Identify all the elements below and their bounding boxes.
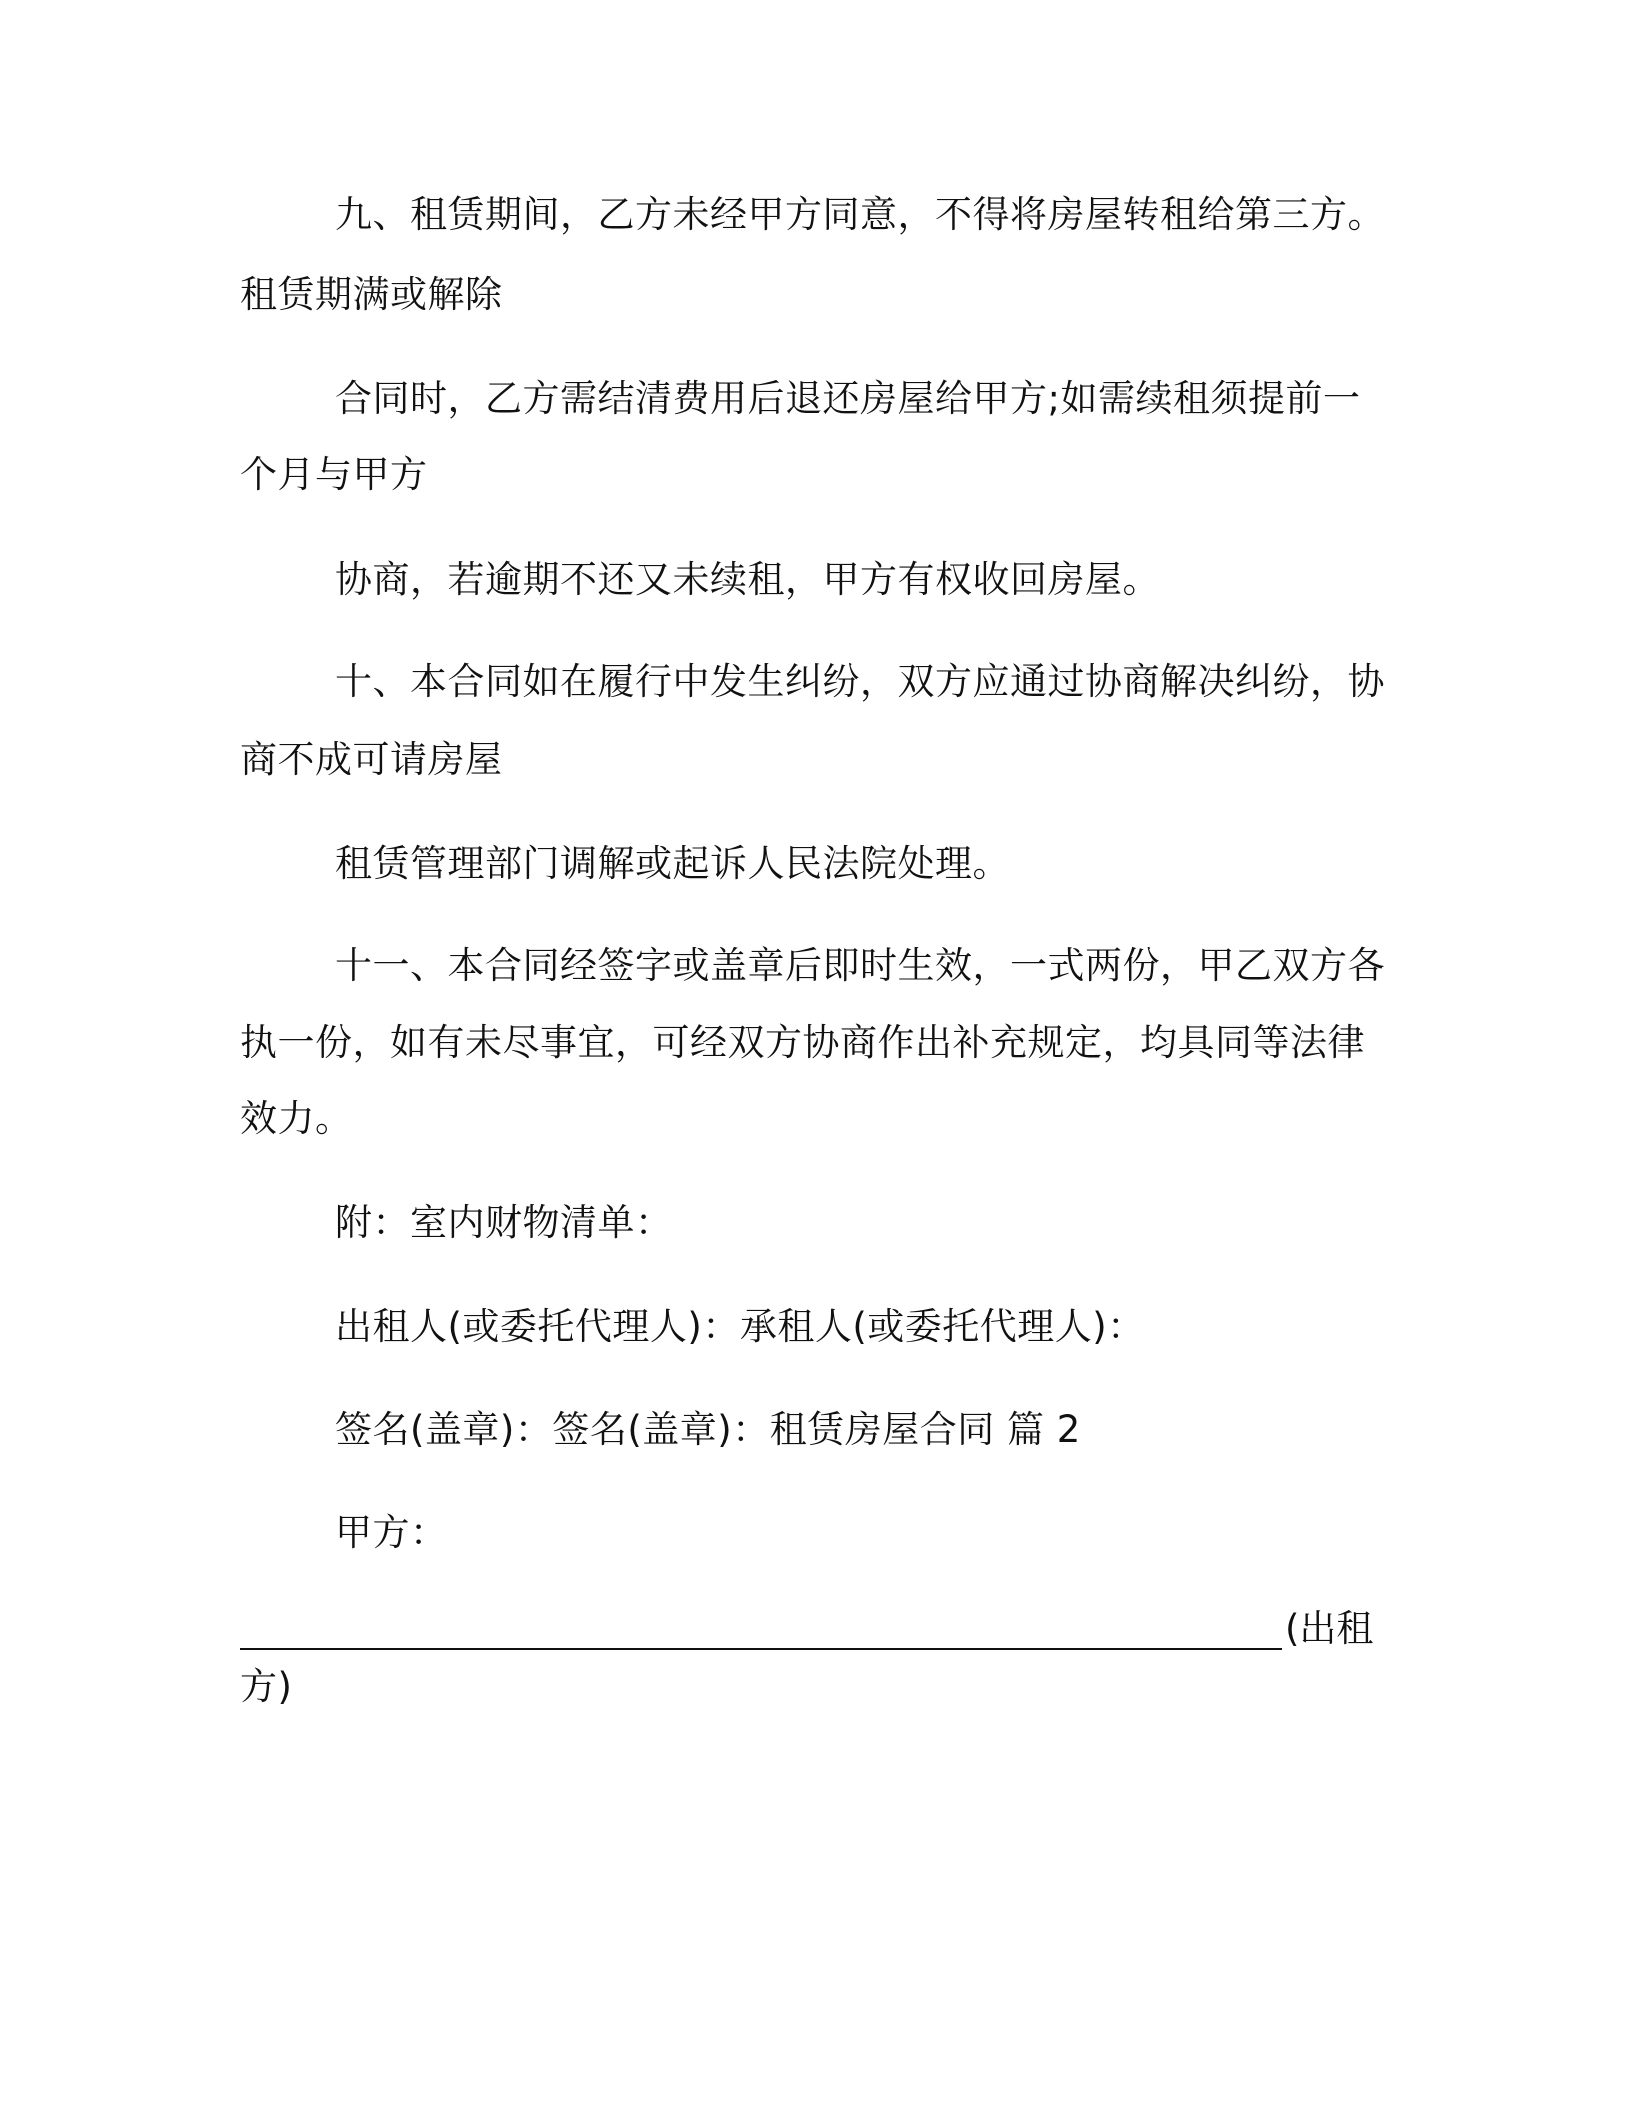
attachment-line: 附：室内财物清单： [335,1201,673,1244]
clause-9-line-5: 协商，若逾期不还又未续租，甲方有权收回房屋。 [335,558,1160,601]
clause-9-line-1: 九、租赁期间，乙方未经甲方同意，不得将房屋转租给第三方。 [335,193,1385,236]
clause-10-line-1: 十、本合同如在履行中发生纠纷，双方应通过协商解决纠纷，协 [335,660,1385,703]
clause-9-line-3: 合同时，乙方需结清费用后退还房屋给甲方;如需续租须提前一 [335,377,1361,420]
party-a-blank-line [240,1648,1282,1650]
party-a-label: 甲方： [335,1511,448,1554]
clause-11-line-2: 执一份，如有未尽事宜，可经双方协商作出补充规定，均具同等法律 [240,1021,1365,1064]
party-a-suffix: (出租 [1285,1607,1374,1650]
clause-9-line-4: 个月与甲方 [240,453,428,496]
clause-10-line-2: 商不成可请房屋 [240,738,503,781]
parties-line: 出租人(或委托代理人)：承租人(或委托代理人)： [335,1305,1145,1348]
clause-10-line-3: 租赁管理部门调解或起诉人民法院处理。 [335,842,1010,885]
clause-9-line-2: 租赁期满或解除 [240,273,503,316]
clause-11-line-1: 十一、本合同经签字或盖章后即时生效，一式两份，甲乙双方各 [335,944,1385,987]
signatures-line: 签名(盖章)：签名(盖章)：租赁房屋合同 篇 2 [335,1408,1081,1451]
party-a-suffix-end: 方) [240,1665,293,1708]
clause-11-line-3: 效力。 [240,1097,353,1140]
party-a-blank-row [240,1607,1380,1660]
